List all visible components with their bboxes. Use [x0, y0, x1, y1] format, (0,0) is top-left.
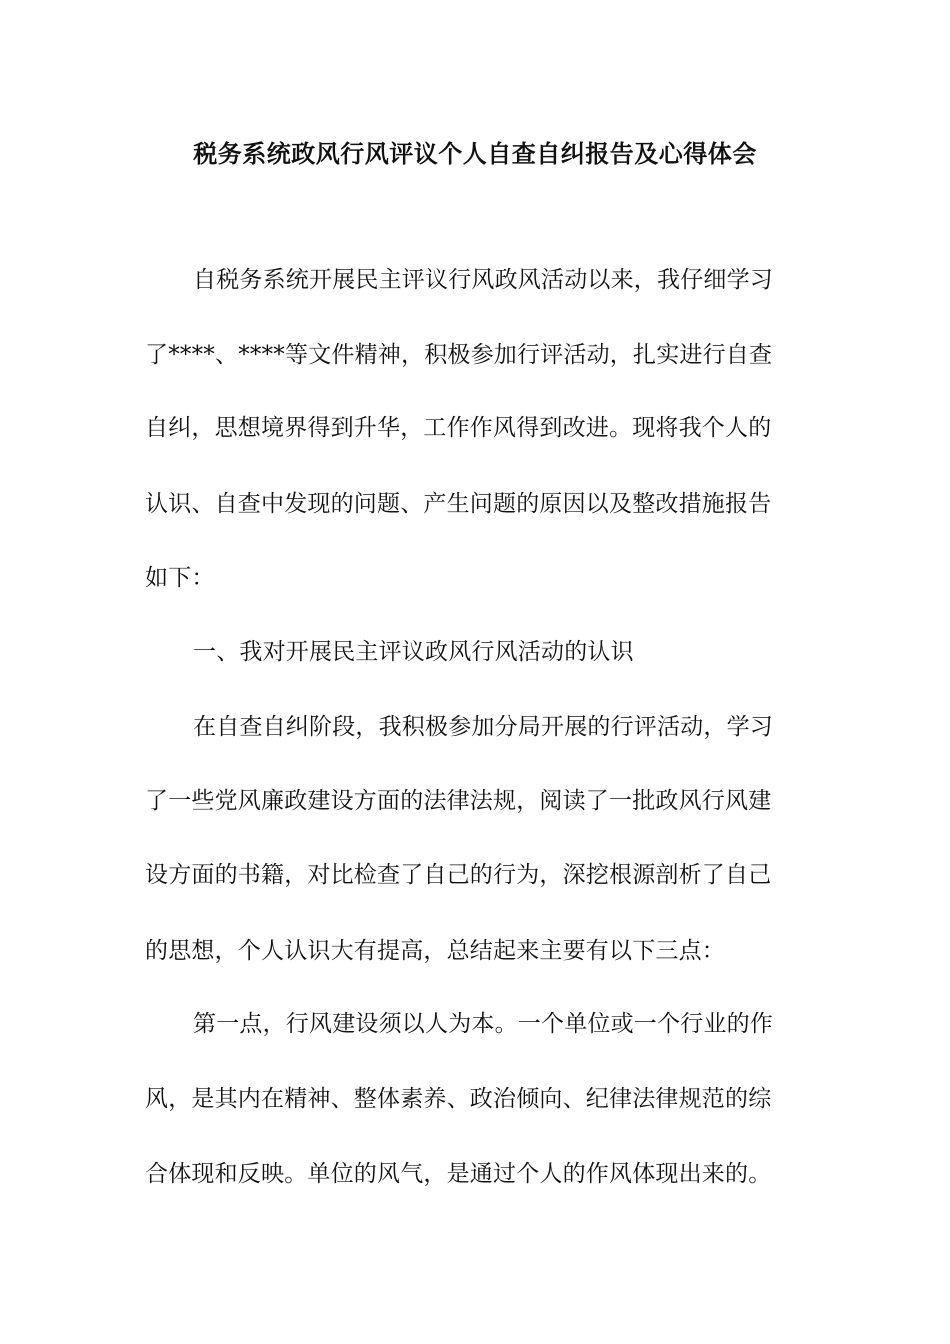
- paragraph-line: 第一点，行风建设须以人为本。一个单位或一个行业的作: [193, 1011, 773, 1037]
- paragraph-line: 合体现和反映。单位的风气，是通过个人的作风体现出来的。: [145, 1161, 772, 1187]
- paragraph-line: 自纠，思想境界得到升华，工作作风得到改进。现将我个人的: [145, 415, 772, 441]
- paragraph-line: 了一些党风廉政建设方面的法律法规，阅读了一批政风行风建: [145, 788, 772, 814]
- paragraph-line: 认识、自查中发现的问题、产生问题的原因以及整改措施报告: [145, 491, 772, 517]
- section-heading: 一、我对开展民主评议政风行风活动的认识: [193, 639, 634, 665]
- paragraph-line: 在自查自纠阶段，我积极参加分局开展的行评活动，学习: [193, 714, 773, 740]
- paragraph-line: 如下：: [145, 565, 215, 591]
- document-title: 税务系统政风行风评议个人自查自纠报告及心得体会: [193, 139, 757, 168]
- paragraph-line: 设方面的书籍，对比检查了自己的行为，深挖根源剖析了自己: [145, 862, 772, 888]
- paragraph-line: 风，是其内在精神、整体素养、政治倾向、纪律法律规范的综: [145, 1086, 772, 1112]
- paragraph-line: 的思想，个人认识大有提高，总结起来主要有以下三点：: [145, 938, 725, 964]
- paragraph-line: 了****、****等文件精神，积极参加行评活动，扎实进行自查: [145, 342, 773, 368]
- paragraph-line: 自税务系统开展民主评议行风政风活动以来，我仔细学习: [193, 267, 773, 293]
